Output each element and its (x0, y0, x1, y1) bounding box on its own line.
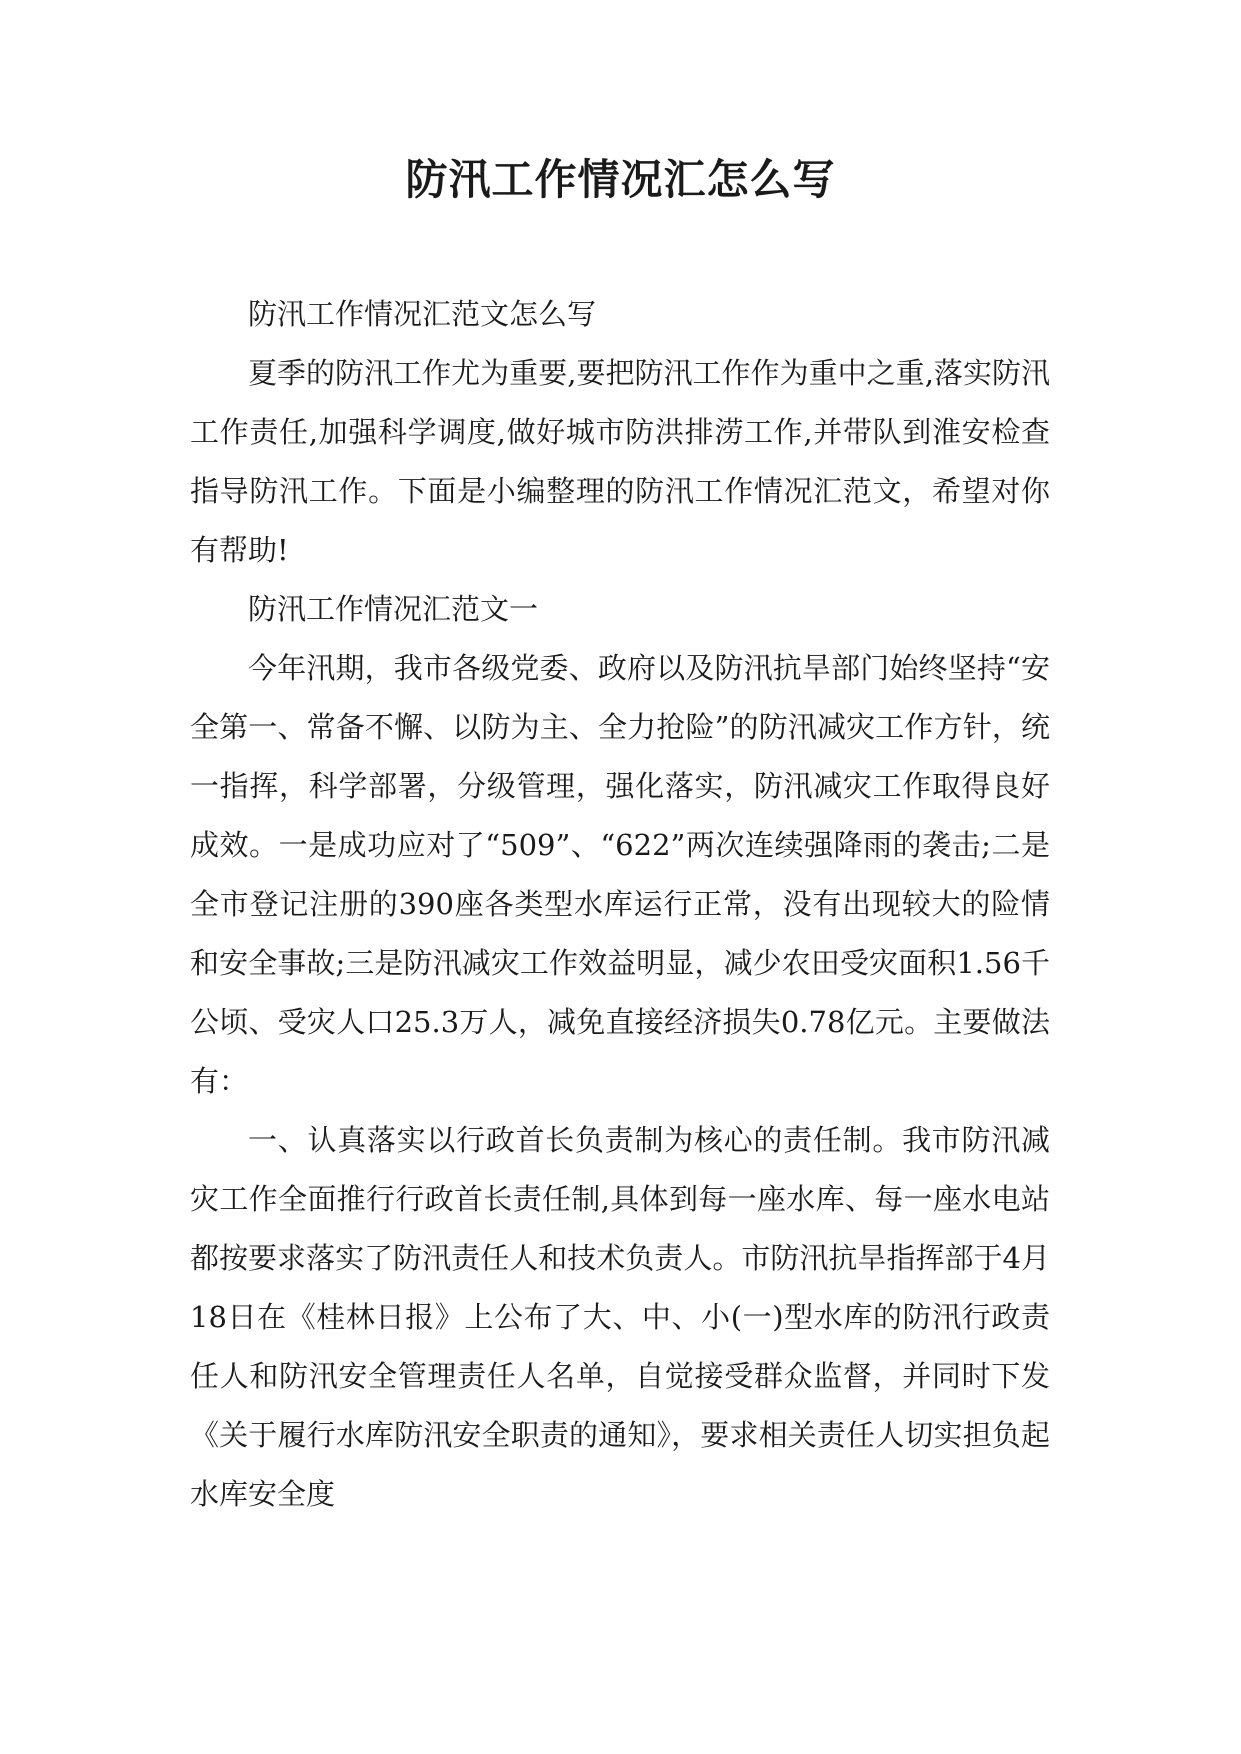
document-body (190, 285, 1050, 1524)
document-title: 防汛工作情况汇怎么写 (405, 155, 836, 204)
paragraph-section-heading: 防汛工作情况汇范文一 (248, 592, 539, 626)
paragraph-summary: 今年汛期，我市各级党委、政府以及防汛抗旱部门始终坚持“安全第一、常备不懈、以防为主、全力抢险”的防汛减灾工作方针，统一指挥，科学部署，分级管理，强化落实，防汛减灾工作取得良好成效。一是成功应对了“509”、“622”两次连续强降雨的袭击;二是全市登记注册的390座各类型水库运行正常，没有出现较大的险情和安全事故;三是防汛减灾工作效益明显，减少农田受灾面积1.56千公顷、受灾人口25.3万人，减免直接经济损失0.78亿元。主要做法有： (190, 651, 1050, 1098)
paragraph-intro: 夏季的防汛工作尤为重要,要把防汛工作作为重中之重,落实防汛工作责任,加强科学调度,做好城市防洪排涝工作,并带队到淮安检查指导防汛工作。下面是小编整理的防汛工作情况汇范文，希望对你有帮助! (190, 356, 1050, 567)
paragraph-subtitle: 防汛工作情况汇范文怎么写 (248, 297, 597, 331)
paragraph-point-one: 一、认真落实以行政首长负责制为核心的责任制。我市防汛减灾工作全面推行行政首长责任制,具体到每一座水库、每一座水电站都按要求落实了防汛责任人和技术负责人。市防汛抗旱指挥部于4月18日在《桂林日报》上公布了大、中、小(一)型水库的防汛行政责任人和防汛安全管理责任人名单，自觉接受群众监督，并同时下发《关于履行水库防汛安全职责的通知》，要求相关责任人切实担负起水库安全度 (190, 1123, 1050, 1511)
